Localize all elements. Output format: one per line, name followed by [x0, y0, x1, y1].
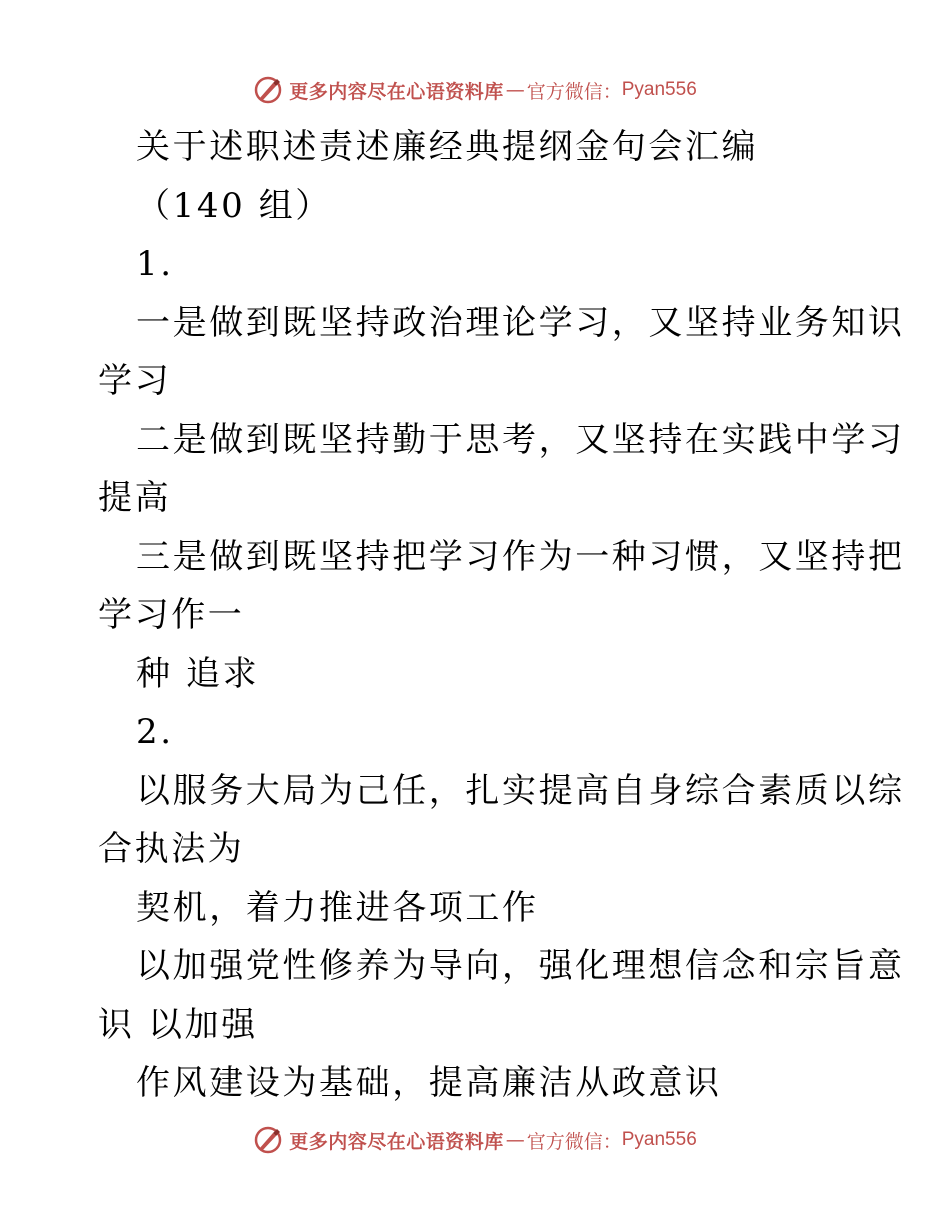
watermark-slogan: 更多内容尽在心语资料库 — [289, 80, 504, 103]
document-subtitle: （140 组） — [136, 185, 332, 226]
text-line: 学习作一 — [98, 595, 245, 635]
watermark-official-label: 官方微信： — [526, 1130, 622, 1153]
watermark-official-label: 官方微信： — [526, 80, 622, 103]
pen-logo-icon — [253, 1125, 283, 1155]
watermark-dash: — — [505, 79, 525, 101]
text-line: 二是做到既坚持勤于思考，又坚持在实践中学习 — [136, 419, 905, 460]
text-line: 以服务大局为己任，扎实提高自身综合素质以综 — [136, 770, 905, 811]
document-title: 关于述职述责述廉经典提纲金句会汇编 — [136, 127, 759, 167]
pen-logo-icon — [253, 75, 283, 105]
text-line: 种 追求 — [136, 653, 260, 694]
text-line: 学习 — [98, 361, 172, 401]
text-line: 合执法为 — [98, 829, 245, 869]
watermark-handle: Pyan556 — [621, 1129, 697, 1150]
header-watermark — [0, 70, 950, 110]
footer-watermark — [0, 1120, 950, 1160]
text-line: 作风建设为基础，提高廉洁从政意识 — [136, 1063, 722, 1103]
watermark-slogan: 更多内容尽在心语资料库 — [289, 1130, 504, 1153]
watermark-handle: Pyan556 — [621, 79, 697, 100]
section-number: 2. — [136, 712, 174, 752]
section-number: 1. — [136, 244, 174, 284]
text-line: 契机，着力推进各项工作 — [136, 887, 539, 928]
watermark-dash: — — [505, 1129, 525, 1151]
document-body — [98, 118, 905, 1113]
text-line: 三是做到既坚持把学习作为一种习惯，又坚持把 — [136, 536, 905, 577]
text-line: 以加强党性修养为导向，强化理想信念和宗旨意 — [136, 946, 905, 986]
text-line: 识 以加强 — [98, 1004, 258, 1045]
text-line: 提高 — [98, 478, 172, 518]
text-line: 一是做到既坚持政治理论学习，又坚持业务知识 — [136, 302, 905, 343]
